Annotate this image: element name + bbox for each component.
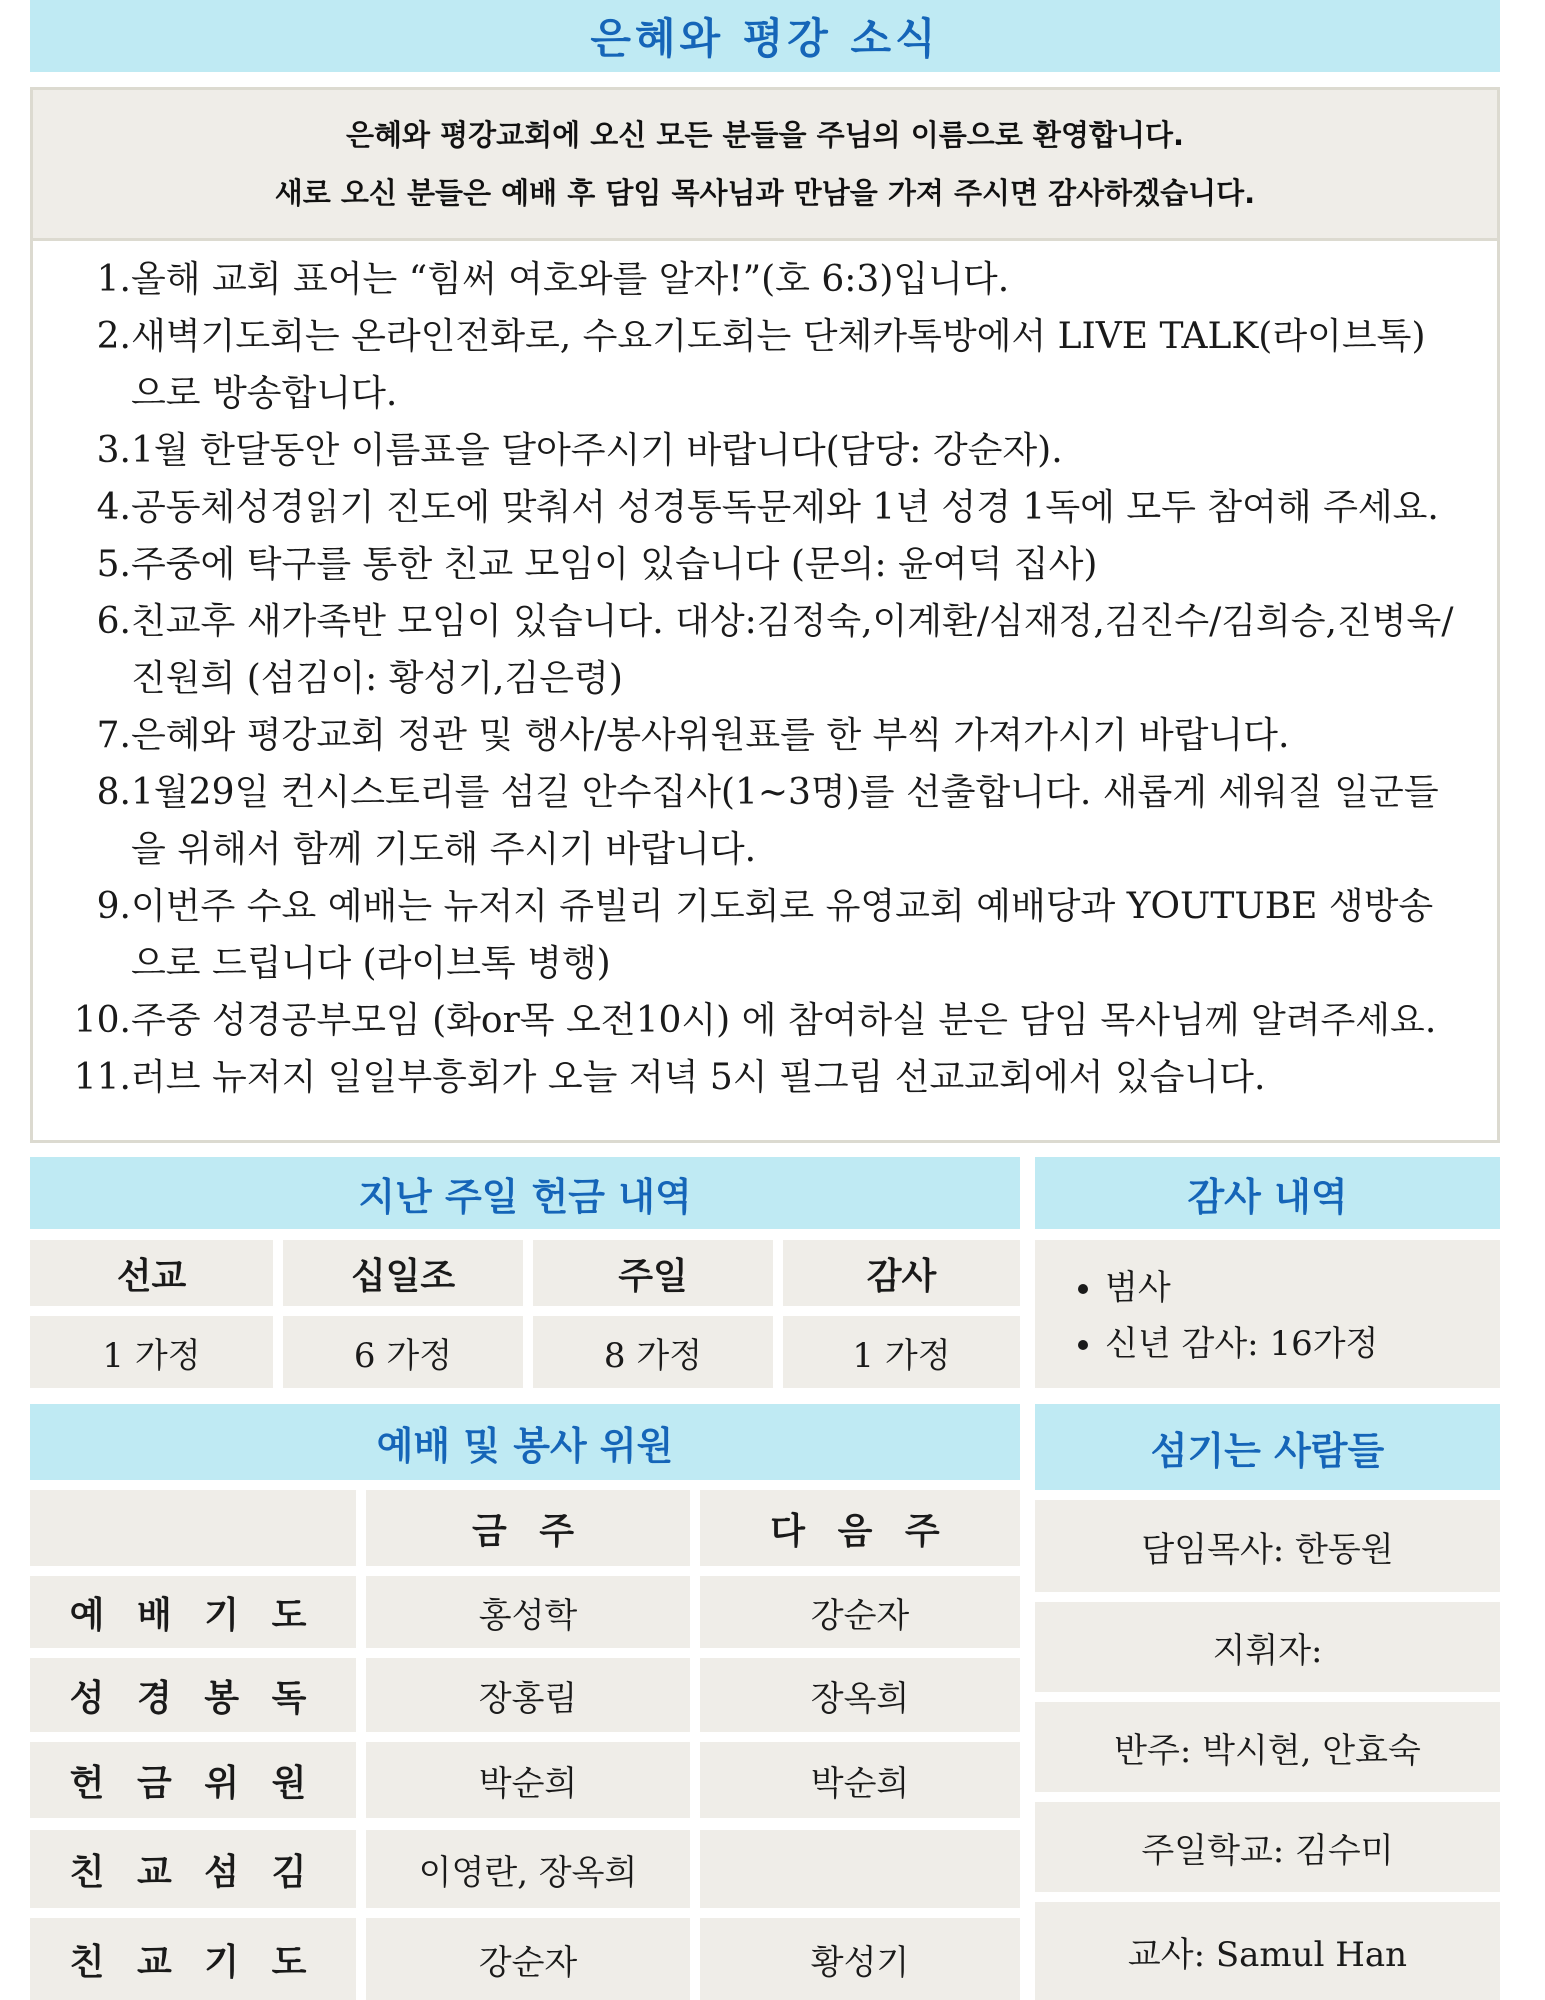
servers-item: 주일학교: 김수미 (1035, 1802, 1500, 1892)
notice-number: 6. (96, 601, 131, 642)
service-role: 성 경 봉 독 (30, 1658, 356, 1732)
servers-item: 반주: 박시현, 안효숙 (1035, 1702, 1500, 1792)
notice-item (33, 593, 1459, 707)
notice-text: 친교후 새가족반 모임이 있습니다. 대상:김정숙,이계환/심재정,김진수/김희승,진병욱/진원희 (섬김이: 황성기,김은령) (131, 601, 1454, 699)
notice-text: 주중 성경공부모임 (화or목 오전10시) 에 참여하실 분은 담임 목사님께 알려주세요. (131, 1000, 1437, 1041)
notice-item (33, 878, 1459, 992)
offering-value-tithe: 6 가정 (283, 1316, 523, 1388)
notice-item (33, 1049, 1459, 1106)
service-next-week (700, 1830, 1020, 1908)
notice-text: 새벽기도회는 온라인전화로, 수요기도회는 단체카톡방에서 LIVE TALK(라이브톡)으로 방송합니다. (131, 316, 1426, 414)
notice-text: 은혜와 평강교회 정관 및 행사/봉사위원표를 한 부씩 가져가시기 바랍니다. (131, 715, 1290, 756)
notice-text: 1월 한달동안 이름표을 달아주시기 바랍니다(담당: 강순자). (131, 430, 1063, 471)
notice-number: 9. (96, 886, 131, 927)
offering-header-sunday: 주일 (533, 1240, 773, 1306)
notice-number: 3. (96, 430, 131, 471)
offering-title: 지난 주일 헌금 내역 (30, 1157, 1020, 1229)
notice-text: 이번주 수요 예배는 뉴저지 쥬빌리 기도회로 유영교회 예배당과 YOUTUBE 생방송으로 드립니다 (라이브톡 병행) (131, 886, 1434, 984)
notice-item (33, 422, 1459, 479)
notice-number: 1. (96, 259, 131, 300)
servers-item: 교사: Samul Han (1035, 1902, 1500, 2000)
servers-item: 지휘자: (1035, 1602, 1500, 1692)
notice-text: 주중에 탁구를 통한 친교 모임이 있습니다 (문의: 윤여덕 집사) (131, 544, 1098, 585)
offering-value-thanks: 1 가정 (783, 1316, 1020, 1388)
service-header-blank (30, 1490, 356, 1566)
service-header-this-week: 금 주 (366, 1490, 690, 1566)
service-next-week: 장옥희 (700, 1658, 1020, 1732)
service-role: 친 교 기 도 (30, 1918, 356, 2000)
service-header-next-week: 다 음 주 (700, 1490, 1020, 1566)
thanks-item: • 신년 감사: 16가정 (1105, 1316, 1500, 1372)
page-title (30, 0, 1500, 72)
notice-number: 11. (73, 1057, 131, 1098)
thanks-title: 감사 내역 (1035, 1157, 1500, 1229)
notice-item (33, 707, 1459, 764)
welcome-message (33, 90, 1497, 241)
notice-number: 7. (96, 715, 131, 756)
notice-number: 8. (96, 772, 131, 813)
page-title-text: 은혜와 평강 소식 (590, 14, 940, 63)
servers-item: 담임목사: 한동원 (1035, 1500, 1500, 1592)
service-this-week: 홍성학 (366, 1576, 690, 1648)
notice-text: 올해 교회 표어는 “힘써 여호와를 알자!”(호 6:3)입니다. (131, 259, 1010, 300)
offering-header-thanks: 감사 (783, 1240, 1020, 1306)
notice-text: 러브 뉴저지 일일부흥회가 오늘 저녁 5시 필그림 선교교회에서 있습니다. (131, 1057, 1266, 1098)
notice-item (33, 308, 1459, 422)
thanks-list (1035, 1240, 1500, 1388)
service-this-week: 박순희 (366, 1742, 690, 1818)
notice-box (30, 87, 1500, 1143)
offering-header-mission: 선교 (30, 1240, 273, 1306)
service-role: 예 배 기 도 (30, 1576, 356, 1648)
service-next-week: 박순희 (700, 1742, 1020, 1818)
service-next-week: 강순자 (700, 1576, 1020, 1648)
service-next-week: 황성기 (700, 1918, 1020, 2000)
servers-title: 섬기는 사람들 (1035, 1404, 1500, 1490)
notice-number: 10. (73, 1000, 131, 1041)
service-this-week: 장홍림 (366, 1658, 690, 1732)
service-this-week: 강순자 (366, 1918, 690, 2000)
notice-number: 2. (96, 316, 131, 357)
service-title: 예배 및 봉사 위원 (30, 1404, 1020, 1480)
welcome-line-1: 은혜와 평강교회에 오신 모든 분들을 주님의 이름으로 환영합니다. (345, 118, 1185, 152)
service-role: 친 교 섬 김 (30, 1830, 356, 1908)
notice-number: 5. (96, 544, 131, 585)
offering-header-tithe: 십일조 (283, 1240, 523, 1306)
notice-item (33, 251, 1459, 308)
notice-text: 공동체성경읽기 진도에 맞춰서 성경통독문제와 1년 성경 1독에 모두 참여해 주세요. (131, 487, 1439, 528)
offering-value-sunday: 8 가정 (533, 1316, 773, 1388)
offering-value-mission: 1 가정 (30, 1316, 273, 1388)
thanks-item: • 범사 (1105, 1260, 1500, 1316)
notice-number: 4. (96, 487, 131, 528)
notice-item (33, 479, 1459, 536)
welcome-line-2: 새로 오신 분들은 예배 후 담임 목사님과 만남을 가져 주시면 감사하겠습니다. (274, 176, 1256, 210)
notice-item (33, 992, 1459, 1049)
notice-text: 1월29일 컨시스토리를 섬길 안수집사(1~3명)를 선출합니다. 새롭게 세워질 일군들을 위해서 함께 기도해 주시기 바랍니다. (131, 772, 1439, 870)
notice-item (33, 764, 1459, 878)
service-this-week: 이영란, 장옥희 (366, 1830, 690, 1908)
notice-list (33, 241, 1497, 1106)
service-role: 헌 금 위 원 (30, 1742, 356, 1818)
notice-item (33, 536, 1459, 593)
